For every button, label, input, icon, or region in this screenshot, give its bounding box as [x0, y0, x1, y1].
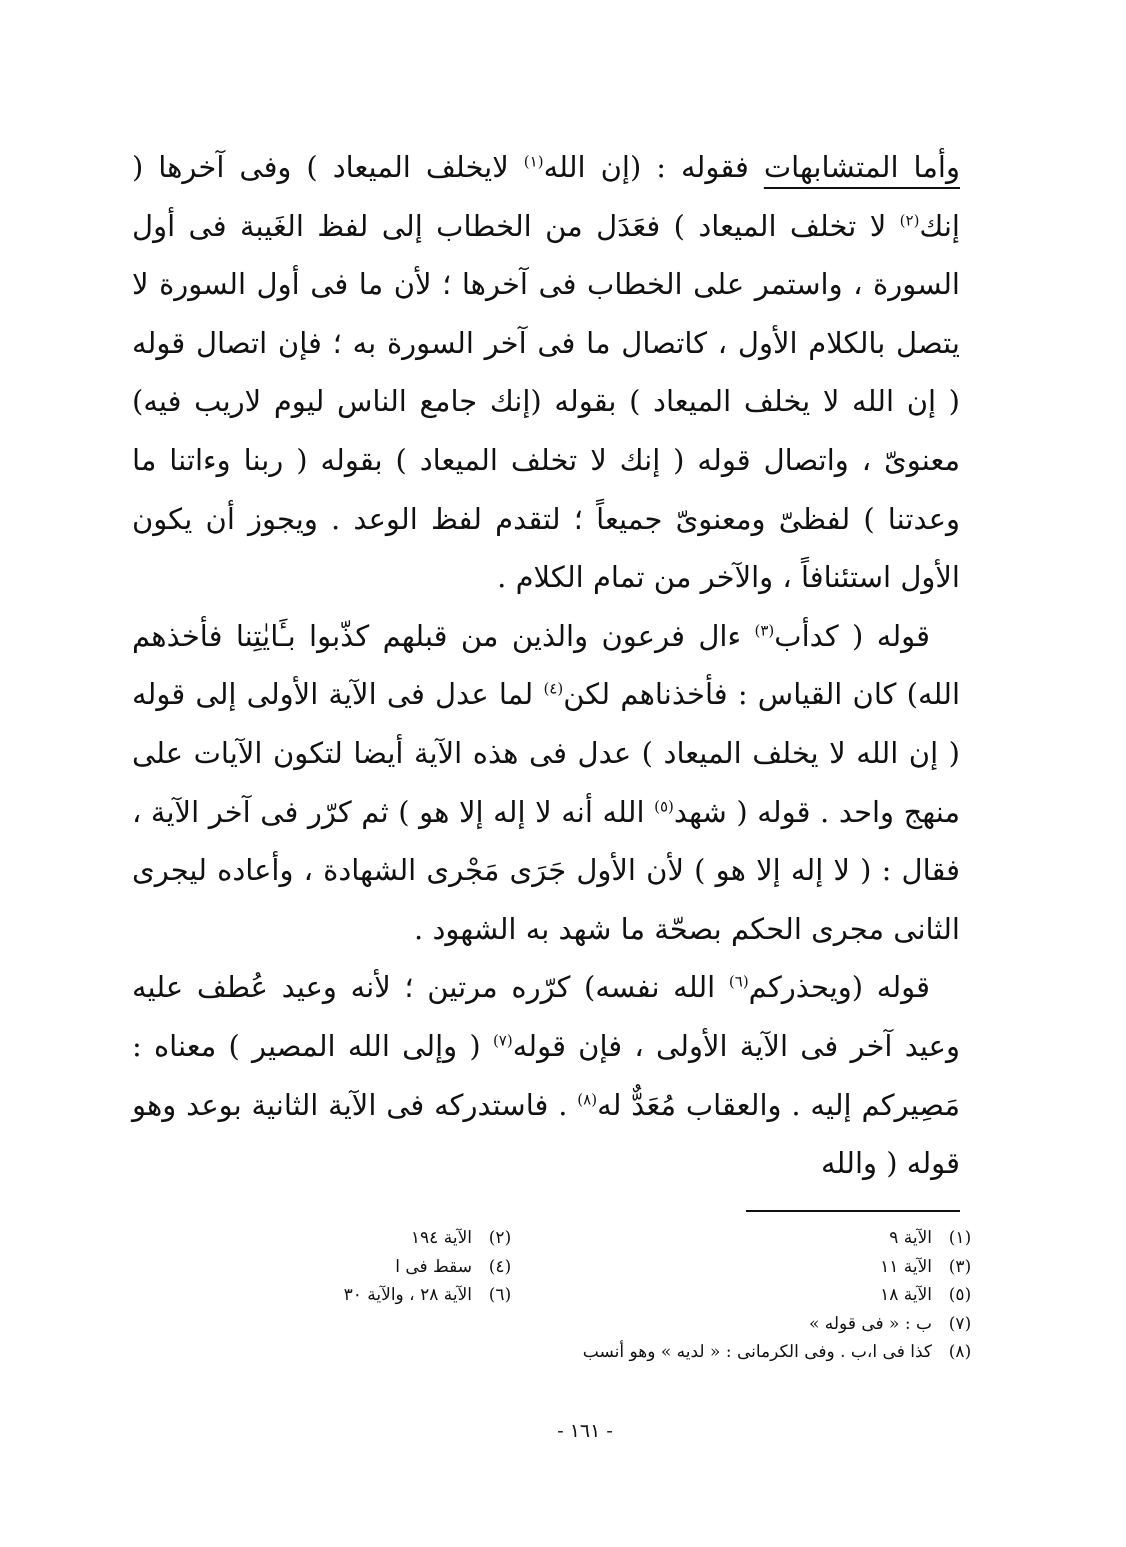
p1-text-a: فقوله : (إن الله [543, 150, 764, 184]
footnote-number: (٨) [948, 1342, 972, 1363]
footnote-text: الآية ١٩٤ [410, 1228, 472, 1248]
footnote-row [130, 1310, 980, 1339]
p3-text-c: ( وإلى الله المصير ) معناه : مَصِيركم إليه . والعقاب مُعَدٌّ له [132, 1028, 960, 1122]
footnote-ref-8: (٨) [577, 1089, 598, 1108]
footnote-divider [746, 1210, 960, 1212]
page-number: - ١٦١ - [557, 1420, 613, 1442]
footnote-number: (٧) [948, 1313, 972, 1334]
footnote-number: (٤) [488, 1256, 512, 1277]
footnote-number: (١) [948, 1228, 972, 1248]
footnote-item [520, 1224, 980, 1253]
footnote-ref-7: (٧) [492, 1031, 513, 1050]
footnote-item [200, 1253, 520, 1282]
footnote-text: الآية ١١ [880, 1256, 932, 1277]
footnote-item [200, 1281, 520, 1310]
p1-text-b: لايخلف الميعاد ) وفى آخرها ( إنك [132, 150, 960, 243]
footnote-row [130, 1338, 980, 1367]
footnote-text: سقط فى ا [395, 1256, 472, 1277]
footnote-item [520, 1253, 980, 1282]
footnote-text: الآية ٩ [889, 1228, 932, 1248]
p2-text-b: ءال فرعون والذين من قبلهم كذّبوا بـَٔايٰتِنا فأخذهم الله) كان القياس : فأخذناهم لكن [132, 618, 960, 712]
footnote-item [280, 1310, 980, 1339]
paragraph-1 [132, 138, 960, 607]
footnote-number: (٣) [948, 1256, 972, 1277]
p1-text-c: لا تخلف الميعاد ) فعَدَل من الخطاب إلى لفظ الغَيبة فى أول السورة ، واستمر على الخطاب فى آخرها ؛ لأن ما فى أول السورة لا يتصل بالكلام الأول ، كاتصال ما فى آخر السورة به ؛ فإن اتصال قوله ( إن الله لا يخلف الميعاد ) بقوله (إنك جامع الناس ليوم لاريب فيه) معنوىّ ، واتصال قوله ( إنك لا تخلف الميعاد ) بقوله ( ربنا وءاتنا ما وعدتنا ) لفظىّ ومعنوىّ جميعاً ؛ لتقدم لفظ الوعد . ويجوز أن يكون الأول استئنافاً ، والآخر من تمام الكلام . [132, 208, 960, 595]
footnotes [130, 1224, 980, 1367]
p2-text-c: لما عدل فى الآية الأولى إلى قوله ( إن الله لا يخلف الميعاد ) عدل فى هذه الآية أيضا لتكون الآيات على منهج واحد . قوله ( شهد [132, 677, 961, 829]
footnote-ref-1: (١) [523, 152, 544, 171]
p3-text-d: . فاستدركه فى الآية الثانية بوعد وهو قوله ( والله [132, 1087, 960, 1181]
footnote-item [520, 1281, 980, 1310]
footnote-text: كذا فى ا،ب . وفى الكرمانى : « لديه » وهو أنسب [582, 1342, 932, 1363]
footnote-ref-5: (٥) [654, 796, 674, 815]
footnote-row [130, 1281, 980, 1310]
section-heading: وأما المتشابهات [763, 150, 960, 184]
footnote-ref-2: (٢) [899, 210, 920, 229]
footnote-item [280, 1338, 980, 1367]
footnote-ref-4: (٤) [543, 679, 564, 698]
p3-text-a: قوله (ويحذركم [748, 970, 931, 1005]
footnote-number: (٢) [488, 1228, 512, 1248]
paragraph-2 [132, 607, 960, 959]
footnote-text: ب : « فى قوله » [808, 1313, 932, 1334]
body-text [132, 138, 960, 1193]
p2-text-a: قوله ( كدأب [774, 618, 930, 653]
footnote-text: الآية ١٨ [880, 1285, 932, 1306]
footnote-row [130, 1224, 980, 1253]
footnote-ref-3: (٣) [754, 621, 775, 640]
footnote-number: (٦) [488, 1285, 512, 1306]
footnote-text: الآية ٢٨ ، والآية ٣٠ [343, 1285, 472, 1306]
footnote-ref-6: (٦) [728, 972, 749, 991]
paragraph-3 [132, 958, 960, 1192]
footnote-item [200, 1224, 520, 1253]
p2-text-d: الله أنه لا إله إلا هو ) ثم كرّر فى آخر الآية ، فقال : ( لا إله إلا هو ) لأن الأول جَرَى مَجْرى الشهادة ، وأعاده ليجرى الثانى مجرى الحكم بصحّة ما شهد به الشهود . [132, 794, 960, 946]
p3-text-b: الله نفسه) كرّره مرتين ؛ لأنه وعيد عُطف عليه وعيد آخر فى الآية الأولى ، فإن قوله [132, 970, 960, 1063]
footnote-row [130, 1253, 980, 1282]
footnote-number: (٥) [948, 1285, 972, 1306]
